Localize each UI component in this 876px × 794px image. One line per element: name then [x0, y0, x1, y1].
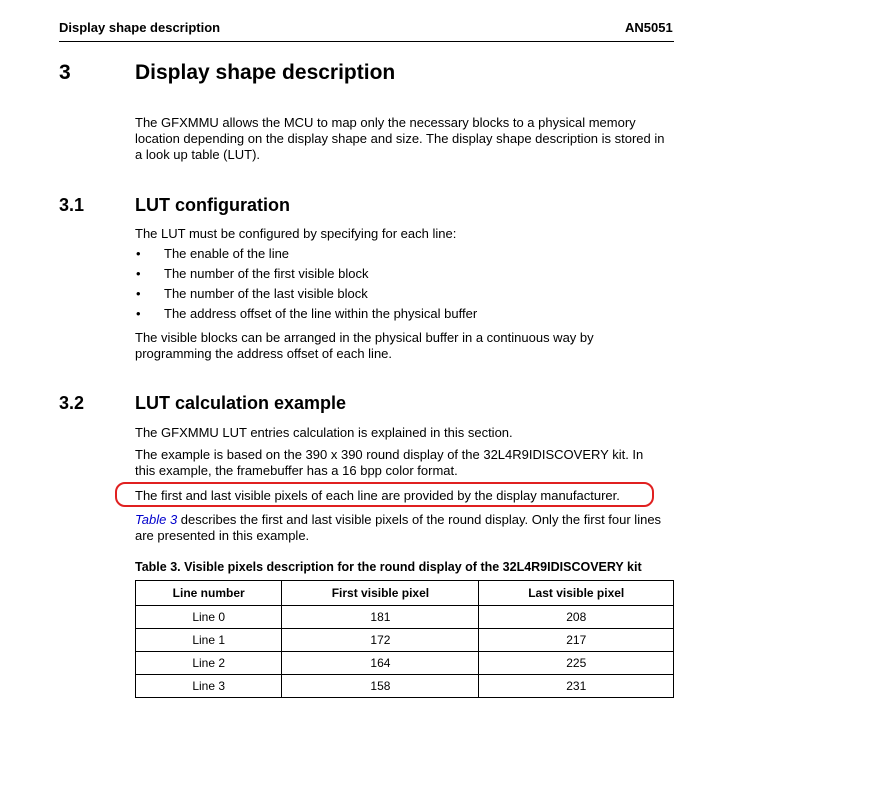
visible-pixels-table: [135, 580, 674, 698]
table-header-row: [136, 581, 674, 606]
table-row: [136, 675, 674, 698]
section-3-2-title: LUT calculation example: [135, 393, 347, 413]
table-cell: Line 0: [136, 606, 282, 629]
table-header-cell: Line number: [136, 581, 282, 606]
table-row: [136, 652, 674, 675]
table-row: [136, 606, 674, 629]
table-cell: Line 2: [136, 652, 282, 675]
section-3-2-p1: The GFXMMU LUT entries calculation is explained in this section.: [135, 425, 513, 440]
section-3-2-p4-rest: describes the first and last visible pixels of the round display. Only the first four lines: [177, 512, 662, 527]
section-3-2-p2: [135, 447, 695, 479]
section-3-1-outro: [135, 330, 695, 362]
section-3-1-number: 3.1: [59, 195, 85, 215]
table-cell: 208: [479, 606, 674, 629]
bullet-marker: •: [136, 266, 141, 281]
table-row: [136, 629, 674, 652]
table-cell: 225: [479, 652, 674, 675]
section-3-2-p4: [135, 512, 695, 544]
section-3-para-line: The GFXMMU allows the MCU to map only the necessary blocks to a physical memory: [135, 115, 636, 130]
table-cell: 158: [282, 675, 479, 698]
table-cell: 172: [282, 629, 479, 652]
table-cell: Line 3: [136, 675, 282, 698]
section-3-1-outro-line: The visible blocks can be arranged in the physical buffer in a continuous way by: [135, 330, 594, 345]
section-3-paragraph: [135, 115, 695, 163]
bullet-item: The number of the first visible block: [164, 266, 369, 281]
section-3-2-p2-line: this example, the framebuffer has a 16 bpp color format.: [135, 463, 458, 478]
section-3-2-p4-line2: are presented in this example.: [135, 528, 310, 543]
bullet-item: The number of the last visible block: [164, 286, 368, 301]
bullet-marker: •: [136, 246, 141, 261]
section-3-para-line: a look up table (LUT).: [135, 147, 261, 162]
table-cell: Line 1: [136, 629, 282, 652]
section-3-number: 3: [59, 61, 71, 84]
table-header-cell: First visible pixel: [282, 581, 479, 606]
section-3-1-outro-line: programming the address offset of each line.: [135, 346, 393, 361]
table-caption: Table 3. Visible pixels description for the round display of the 32L4R9IDISCOVERY kit: [135, 560, 642, 574]
section-3-2-number: 3.2: [59, 393, 85, 413]
running-header-title: Display shape description: [59, 20, 221, 35]
table-header-cell: Last visible pixel: [479, 581, 674, 606]
bullet-marker: •: [136, 306, 141, 321]
bullet-item: The enable of the line: [164, 246, 290, 261]
table-cell: 231: [479, 675, 674, 698]
document-id: AN5051: [625, 20, 673, 35]
section-3-2-highlighted-sentence: The first and last visible pixels of each line are provided by the display manufacturer.: [135, 488, 620, 503]
table-cell: 164: [282, 652, 479, 675]
bullet-marker: •: [136, 286, 141, 301]
section-3-title: Display shape description: [135, 61, 396, 84]
section-3-1-intro: The LUT must be configured by specifying for each line:: [135, 226, 457, 241]
header-rule: [59, 41, 674, 42]
table-cell: 217: [479, 629, 674, 652]
section-3-para-line: location depending on the display shape and size. The display shape description is stored in: [135, 131, 665, 146]
table-3-link[interactable]: Table 3: [135, 512, 178, 527]
table-cell: 181: [282, 606, 479, 629]
section-3-2-p2-line: The example is based on the 390 x 390 round display of the 32L4R9IDISCOVERY kit. In: [135, 447, 644, 462]
section-3-1-title: LUT configuration: [135, 195, 290, 215]
bullet-item: The address offset of the line within the physical buffer: [164, 306, 478, 321]
